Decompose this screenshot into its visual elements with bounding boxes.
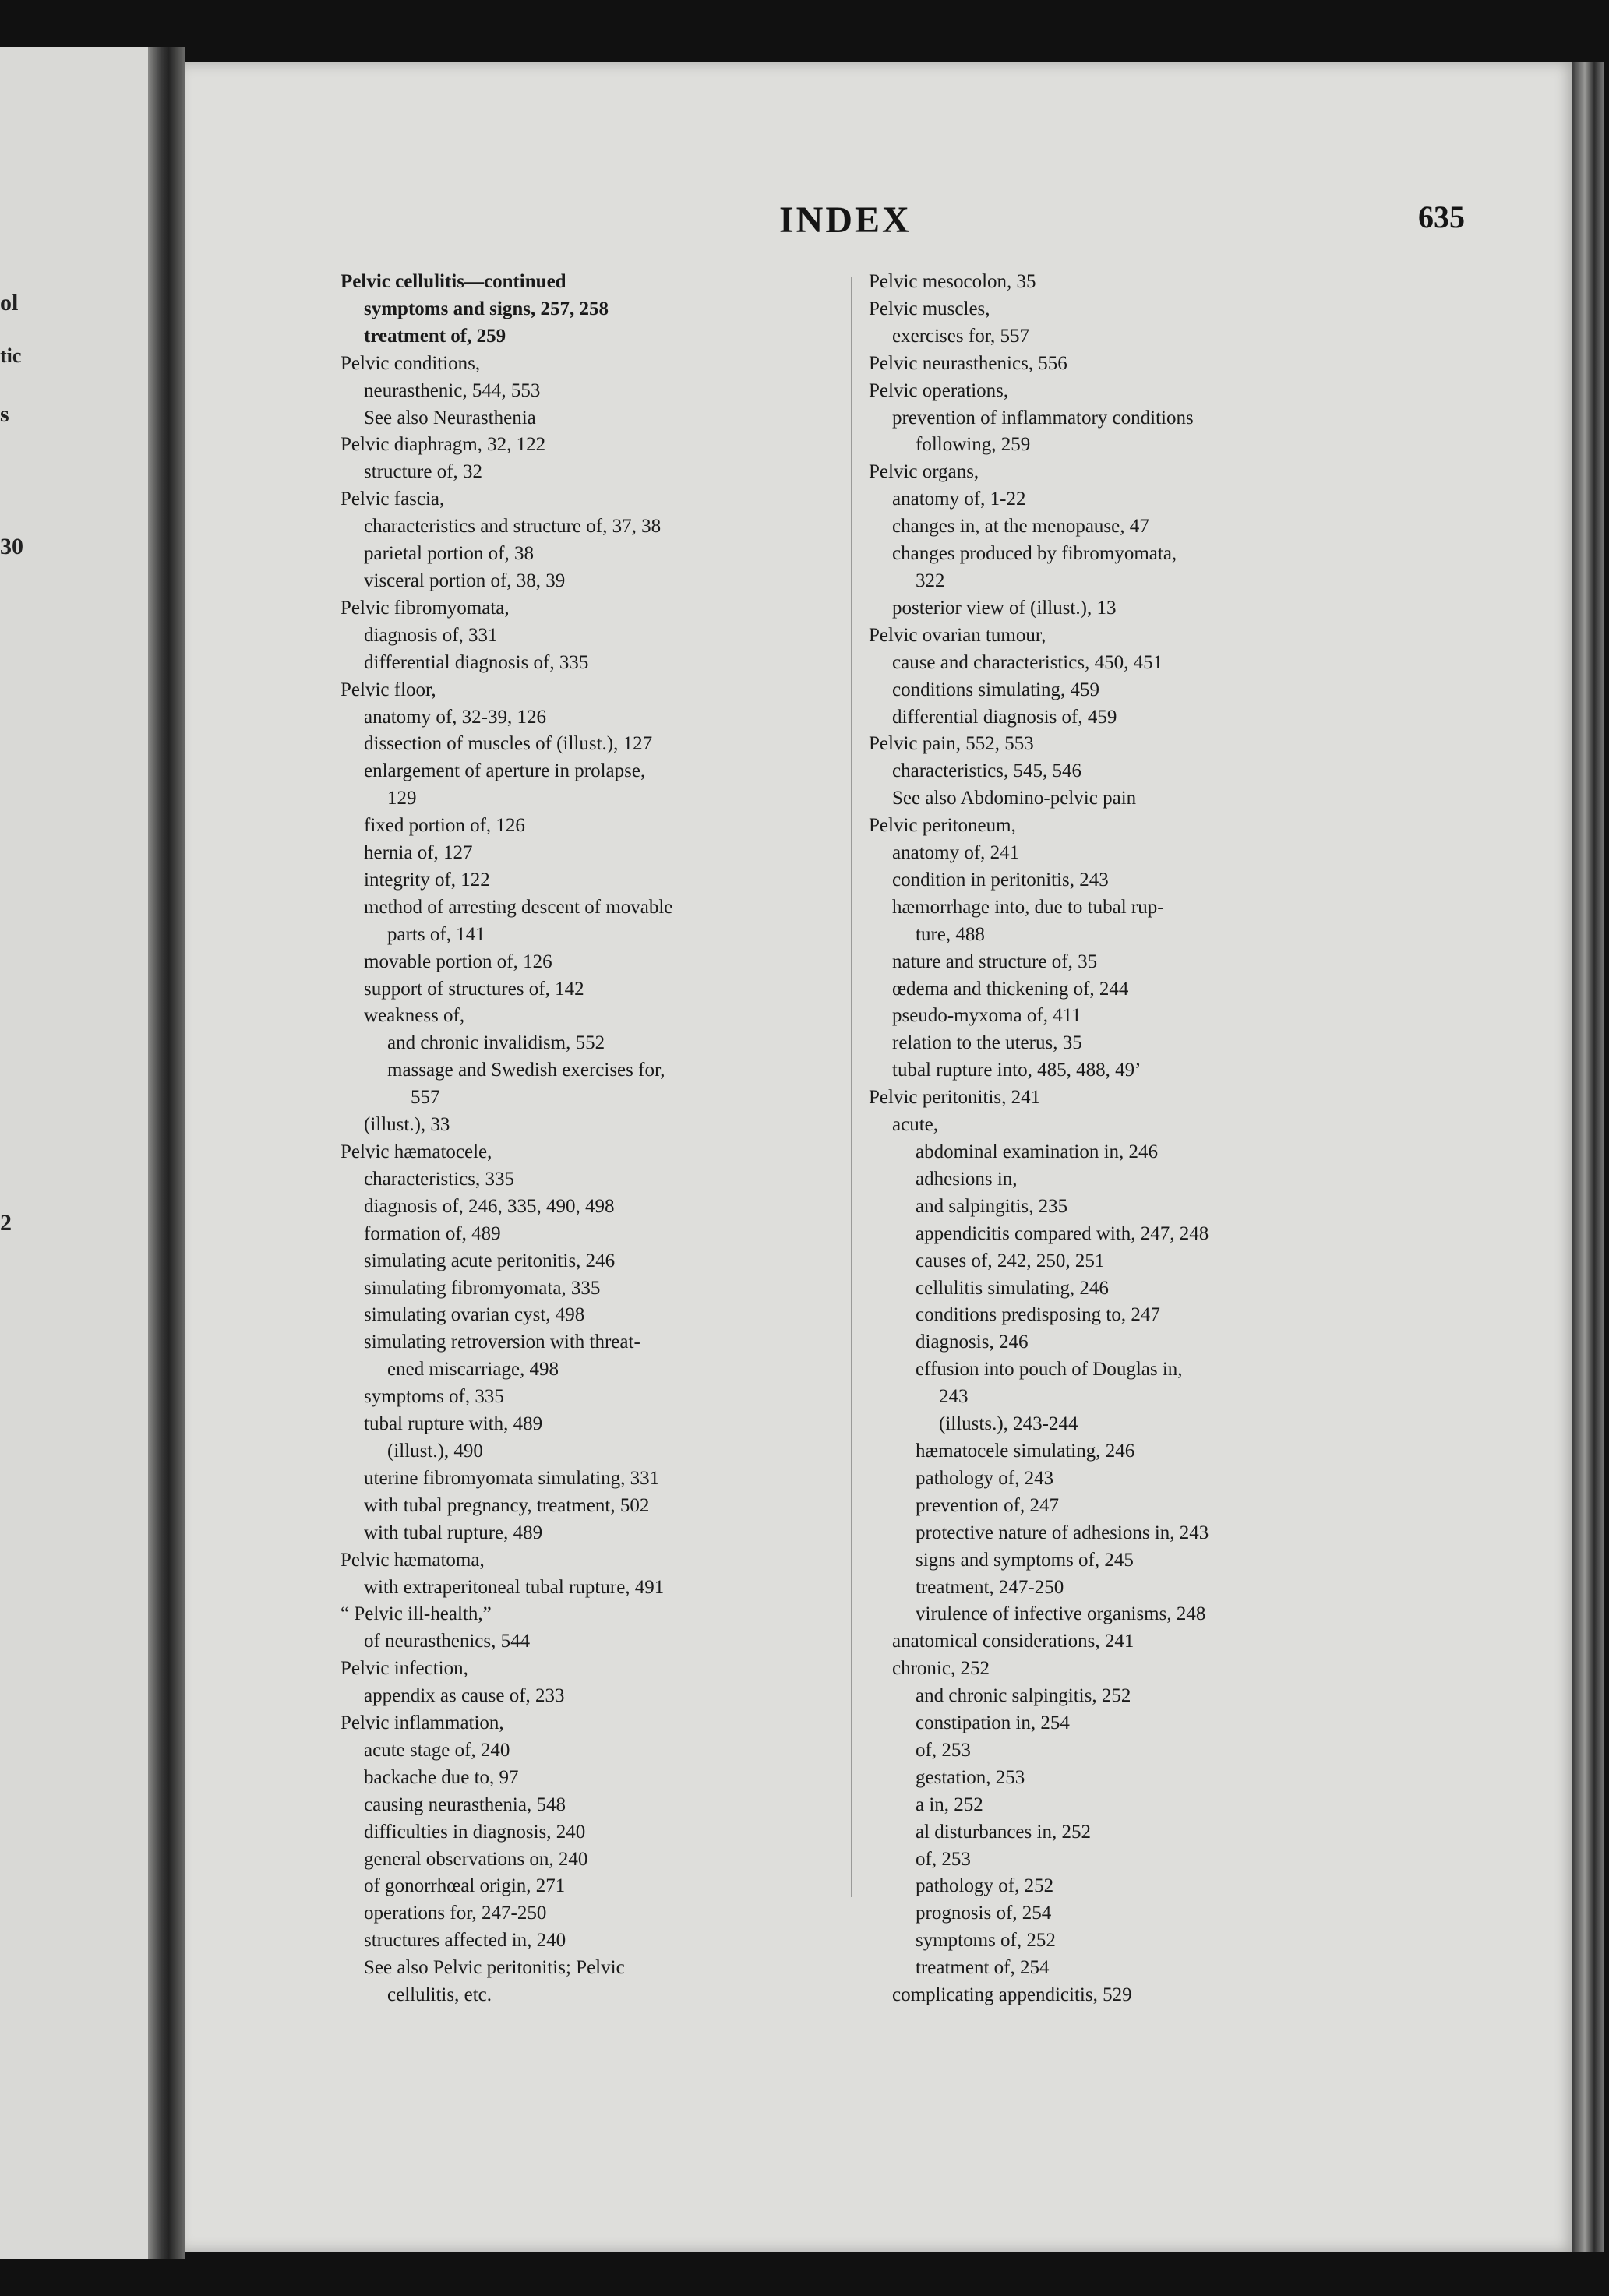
index-entry: massage and Swedish exercises for, <box>387 1060 665 1081</box>
index-entry: ture, 488 <box>916 923 985 945</box>
index-entry: Pelvic operations, <box>869 379 1009 401</box>
index-entry: See also Pelvic peritonitis; Pelvic <box>364 1957 625 1979</box>
index-entry: symptoms of, 252 <box>916 1930 1056 1952</box>
index-entry: Pelvic peritoneum, <box>869 815 1016 837</box>
index-entry: conditions simulating, 459 <box>892 679 1099 700</box>
index-entry: simulating acute peritonitis, 246 <box>364 1250 616 1271</box>
facing-page-edge <box>0 47 148 2259</box>
index-entry: adhesions in, <box>916 1168 1018 1190</box>
index-entry: 243 <box>939 1386 969 1408</box>
index-entry: gestation, 253 <box>916 1766 1025 1788</box>
index-entry: changes produced by fibromyomata, <box>892 543 1177 565</box>
index-entry: parts of, 141 <box>387 923 485 945</box>
index-entry: difficulties in diagnosis, 240 <box>364 1821 586 1843</box>
index-entry: support of structures of, 142 <box>364 978 584 1000</box>
index-entry: tubal rupture into, 485, 488, 49’ <box>892 1060 1141 1081</box>
index-entry: dissection of muscles of (illust.), 127 <box>364 733 653 755</box>
index-entry: characteristics, 335 <box>364 1168 514 1190</box>
index-entry: Pelvic cellulitis—continued <box>341 271 566 292</box>
index-entry: “ Pelvic ill-health,” <box>341 1603 492 1625</box>
index-entry: Pelvic infection, <box>341 1658 468 1680</box>
index-entry: backache due to, 97 <box>364 1766 519 1788</box>
index-entry: pathology of, 252 <box>916 1875 1054 1897</box>
facing-page-fragment: 30 <box>0 534 23 559</box>
index-entry: differential diagnosis of, 335 <box>364 651 589 673</box>
index-entry: (illusts.), 243-244 <box>939 1413 1078 1435</box>
index-entry: conditions predisposing to, 247 <box>916 1304 1160 1326</box>
index-entry: prevention of, 247 <box>916 1494 1059 1516</box>
index-entry: relation to the uterus, 35 <box>892 1032 1082 1054</box>
index-entry: weakness of, <box>364 1005 465 1027</box>
index-entry: differential diagnosis of, 459 <box>892 706 1117 728</box>
index-entry: treatment of, 259 <box>364 325 506 347</box>
index-entry: Pelvic muscles, <box>869 298 990 319</box>
index-entry: signs and symptoms of, 245 <box>916 1549 1134 1571</box>
index-entry: with tubal pregnancy, treatment, 502 <box>364 1494 650 1516</box>
index-entry: prevention of inflammatory conditions <box>892 407 1194 429</box>
index-entry: protective nature of adhesions in, 243 <box>916 1522 1209 1543</box>
index-entry: of, 253 <box>916 1848 971 1870</box>
page-edge <box>1572 62 1604 2252</box>
index-entry: fixed portion of, 126 <box>364 815 525 837</box>
index-entry: with tubal rupture, 489 <box>364 1522 543 1543</box>
index-entry: 129 <box>387 788 417 809</box>
index-entry: visceral portion of, 38, 39 <box>364 570 566 591</box>
index-entry: pseudo-myxoma of, 411 <box>892 1005 1081 1027</box>
index-entry: Pelvic conditions, <box>341 352 481 374</box>
index-entry: following, 259 <box>916 434 1031 456</box>
index-entry: symptoms and signs, 257, 258 <box>364 298 609 319</box>
index-entry: appendicitis compared with, 247, 248 <box>916 1222 1209 1244</box>
index-entry: Pelvic mesocolon, 35 <box>869 271 1036 292</box>
index-entry: appendix as cause of, 233 <box>364 1685 565 1707</box>
index-entry: operations for, 247-250 <box>364 1903 547 1924</box>
index-entry: characteristics and structure of, 37, 38 <box>364 516 662 538</box>
index-entry: acute, <box>892 1114 938 1136</box>
index-entry: a in, 252 <box>916 1793 983 1815</box>
index-entry: of neurasthenics, 544 <box>364 1631 531 1652</box>
index-entry: pathology of, 243 <box>916 1467 1054 1489</box>
index-entry: formation of, 489 <box>364 1222 501 1244</box>
index-entry: causing neurasthenia, 548 <box>364 1793 566 1815</box>
index-entry: abdominal examination in, 246 <box>916 1141 1159 1162</box>
index-entry: parietal portion of, 38 <box>364 543 534 565</box>
page-title: INDEX <box>779 199 912 241</box>
index-entry: Pelvic pain, 552, 553 <box>869 733 1034 755</box>
index-entry: cellulitis simulating, 246 <box>916 1277 1109 1299</box>
index-entry: integrity of, 122 <box>364 869 490 891</box>
index-entry: 557 <box>411 1087 440 1109</box>
index-entry: general observations on, 240 <box>364 1848 588 1870</box>
index-entry: treatment, 247-250 <box>916 1576 1064 1598</box>
index-entry: symptoms of, 335 <box>364 1386 504 1408</box>
index-entry: œdema and thickening of, 244 <box>892 978 1129 1000</box>
facing-page-fragment: ol <box>0 290 19 316</box>
index-entry: Pelvic organs, <box>869 461 979 483</box>
index-entry: enlargement of aperture in prolapse, <box>364 760 646 782</box>
index-entry: anatomy of, 241 <box>892 842 1020 864</box>
index-entry: treatment of, 254 <box>916 1957 1050 1979</box>
index-entry: diagnosis of, 331 <box>364 624 498 646</box>
index-entry: constipation in, 254 <box>916 1712 1070 1734</box>
index-entry: hernia of, 127 <box>364 842 473 864</box>
index-entry: Pelvic fibromyomata, <box>341 597 510 619</box>
page-header <box>779 199 1465 245</box>
index-entry: exercises for, 557 <box>892 325 1030 347</box>
index-entry: virulence of infective organisms, 248 <box>916 1603 1206 1625</box>
index-entry: (illust.), 33 <box>364 1114 450 1136</box>
index-entry: method of arresting descent of movable <box>364 896 673 918</box>
book-gutter <box>148 47 185 2259</box>
index-entry: structure of, 32 <box>364 461 483 483</box>
index-entry: tubal rupture with, 489 <box>364 1413 543 1435</box>
index-entry: See also Abdomino-pelvic pain <box>892 788 1137 809</box>
index-entry: Pelvic ovarian tumour, <box>869 624 1046 646</box>
index-entry: changes in, at the menopause, 47 <box>892 516 1149 538</box>
index-entry: anatomy of, 1-22 <box>892 488 1026 510</box>
page-number: 635 <box>1418 199 1465 235</box>
index-entry: See also Neurasthenia <box>364 407 536 429</box>
index-entry: acute stage of, 240 <box>364 1739 510 1761</box>
index-entry: (illust.), 490 <box>387 1440 483 1462</box>
index-entry: hæmatocele simulating, 246 <box>916 1440 1135 1462</box>
index-entry: of, 253 <box>916 1739 971 1761</box>
index-entry: Pelvic inflammation, <box>341 1712 504 1734</box>
index-entry: anatomical considerations, 241 <box>892 1631 1134 1652</box>
index-entry: and chronic salpingitis, 252 <box>916 1685 1131 1707</box>
index-entry: and chronic invalidism, 552 <box>387 1032 605 1054</box>
index-entry: simulating fibromyomata, 335 <box>364 1277 601 1299</box>
index-entry: uterine fibromyomata simulating, 331 <box>364 1467 660 1489</box>
index-entry: Pelvic hæmatocele, <box>341 1141 492 1162</box>
index-entry: posterior view of (illust.), 13 <box>892 597 1117 619</box>
index-entry: ened miscarriage, 498 <box>387 1359 559 1381</box>
facing-page-fragment: tic <box>0 344 22 367</box>
index-entry: of gonorrhœal origin, 271 <box>364 1875 566 1897</box>
index-entry: simulating retroversion with threat- <box>364 1331 640 1353</box>
index-entry: structures affected in, 240 <box>364 1930 566 1952</box>
index-entry: al disturbances in, 252 <box>916 1821 1091 1843</box>
index-entry: simulating ovarian cyst, 498 <box>364 1304 585 1326</box>
index-entry: with extraperitoneal tubal rupture, 491 <box>364 1576 665 1598</box>
index-entry: Pelvic diaphragm, 32, 122 <box>341 434 546 456</box>
index-entry: nature and structure of, 35 <box>892 950 1098 972</box>
index-entry: anatomy of, 32-39, 126 <box>364 706 546 728</box>
index-entry: cellulitis, etc. <box>387 1984 492 2006</box>
index-entry: condition in peritonitis, 243 <box>892 869 1109 891</box>
index-entry: hæmorrhage into, due to tubal rup- <box>892 896 1164 918</box>
facing-page-fragment: s <box>0 401 9 427</box>
index-entry: effusion into pouch of Douglas in, <box>916 1359 1183 1381</box>
index-column-right <box>869 269 1352 2009</box>
index-entry: cause and characteristics, 450, 451 <box>892 651 1163 673</box>
index-entry: prognosis of, 254 <box>916 1903 1052 1924</box>
index-column-left <box>341 269 824 2009</box>
index-entry: movable portion of, 126 <box>364 950 552 972</box>
index-entry: diagnosis, 246 <box>916 1331 1029 1353</box>
index-entry: and salpingitis, 235 <box>916 1195 1068 1217</box>
index-entry: Pelvic fascia, <box>341 488 445 510</box>
index-entry: neurasthenic, 544, 553 <box>364 379 541 401</box>
index-entry: diagnosis of, 246, 335, 490, 498 <box>364 1195 615 1217</box>
index-entry: Pelvic peritonitis, 241 <box>869 1087 1041 1109</box>
column-divider <box>851 277 852 1897</box>
index-entry: Pelvic neurasthenics, 556 <box>869 352 1067 374</box>
index-entry: causes of, 242, 250, 251 <box>916 1250 1105 1271</box>
index-entry: chronic, 252 <box>892 1658 990 1680</box>
index-entry: 322 <box>916 570 945 591</box>
facing-page-fragment: 2 <box>0 1210 12 1236</box>
index-entry: complicating appendicitis, 529 <box>892 1984 1132 2006</box>
index-entry: Pelvic hæmatoma, <box>341 1549 485 1571</box>
index-entry: Pelvic floor, <box>341 679 436 700</box>
index-entry: characteristics, 545, 546 <box>892 760 1081 782</box>
